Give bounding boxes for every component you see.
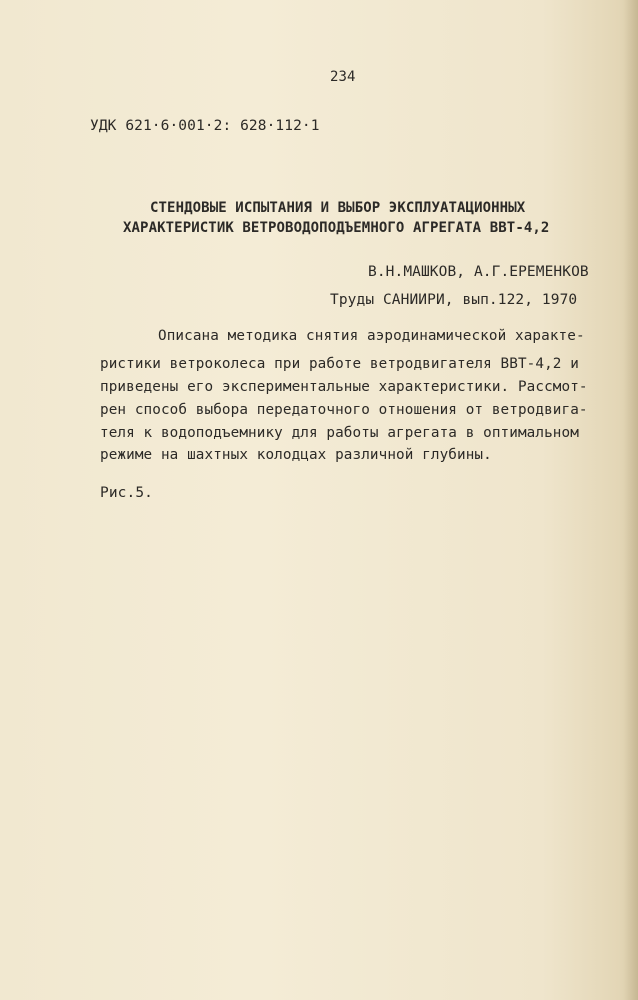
abstract-line: приведены его экспериментальные характеристики. Рассмот- <box>100 379 588 395</box>
abstract-line: рен способ выбора передаточного отношения от ветродвига- <box>100 402 588 418</box>
figures-count: Рис.5. <box>100 485 153 501</box>
page-number: 234 <box>330 69 356 85</box>
abstract-line: ристики ветроколеса при работе ветродвигателя ВВТ-4,2 и <box>100 356 579 372</box>
title-line-1: СТЕНДОВЫЕ ИСПЫТАНИЯ И ВЫБОР ЭКСПЛУАТАЦИОННЫХ <box>150 200 526 216</box>
udk-code: УДК 621·6·001·2: 628·112·1 <box>90 118 320 134</box>
abstract-line: Описана методика снятия аэродинамической характе- <box>158 328 585 344</box>
authors: В.Н.МАШКОВ, А.Г.ЕРЕМЕНКОВ <box>368 264 589 280</box>
source-citation: Труды САНИИРИ, вып.122, 1970 <box>330 292 578 308</box>
abstract-line: режиме на шахтных колодцах различной глубины. <box>100 447 492 463</box>
title-line-2: ХАРАКТЕРИСТИК ВЕТРОВОДОПОДЪЕМНОГО АГРЕГАТА ВВТ-4,2 <box>123 220 550 236</box>
page-edge-shadow <box>624 0 638 1000</box>
abstract-line: теля к водоподъемнику для работы агрегата в оптимальном <box>100 425 579 441</box>
